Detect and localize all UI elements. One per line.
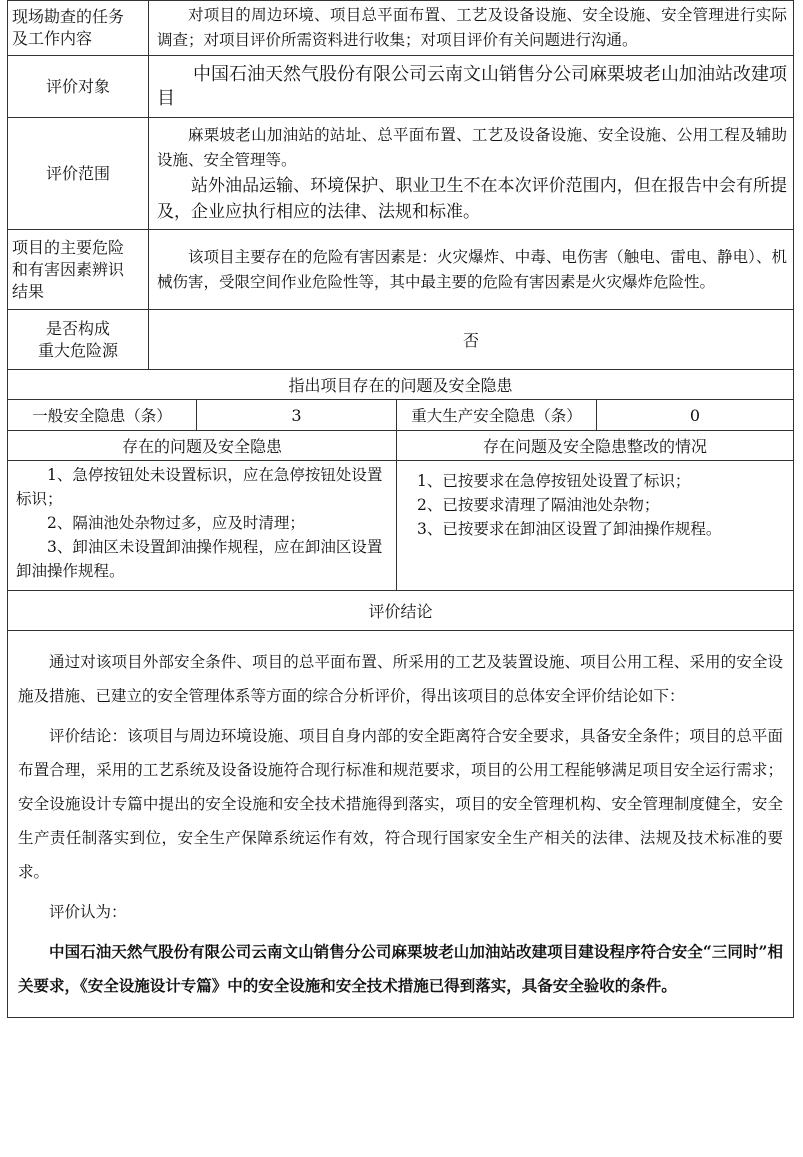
counts-row xyxy=(8,400,794,431)
hazards-label xyxy=(8,230,149,310)
survey-label-line1: 现场勘查的任务 xyxy=(12,7,125,26)
issues-content-row xyxy=(8,461,794,591)
fixes-list xyxy=(397,461,794,591)
conclusion-para3: 评价认为： xyxy=(49,903,127,921)
fixes-heading: 存在问题及安全隐患整改的情况 xyxy=(397,431,794,461)
evaluation-table xyxy=(7,0,794,1018)
scope-para1: 麻栗坡老山加油站的站址、总平面布置、工艺及设备设施、安全设施、公用工程及辅助设施、安全管理等。 xyxy=(157,125,788,169)
scope-label: 评价范围 xyxy=(8,118,149,230)
survey-text: 对项目的周边环境、项目总平面布置、工艺及设备设施、安全设施、安全管理进行实际调查；对项目评价所需资料进行收集；对项目评价有关问题进行沟通。 xyxy=(157,6,788,49)
object-row xyxy=(8,56,794,118)
issues-list xyxy=(8,461,397,591)
scope-text-cell xyxy=(149,118,794,230)
scope-row xyxy=(8,118,794,230)
survey-row xyxy=(8,1,794,56)
major-hazard-count-label: 重大生产安全隐患（条） xyxy=(397,400,597,431)
issue-item: 1、急停按钮处未设置标识，应在急停按钮处设置标识； xyxy=(16,466,383,508)
fix-item: 1、已按要求在急停按钮处设置了标识； xyxy=(417,472,691,490)
fix-item: 2、已按要求清理了隔油池处杂物； xyxy=(417,496,660,514)
major-hazard-count: 0 xyxy=(597,400,794,431)
hazards-label-line2: 和有害因素辨识 xyxy=(12,259,125,279)
issues-heading: 存在的问题及安全隐患 xyxy=(8,431,397,461)
survey-label xyxy=(8,1,149,56)
object-text-cell xyxy=(149,56,794,118)
general-hazard-count: 3 xyxy=(197,400,397,431)
major-hazard-value: 否 xyxy=(149,310,794,370)
object-label: 评价对象 xyxy=(8,56,149,118)
general-hazard-label: 一般安全隐患（条） xyxy=(8,400,197,431)
major-hazard-label-line2: 重大危险源 xyxy=(37,340,118,360)
conclusion-para1: 通过对该项目外部安全条件、项目的总平面布置、所采用的工艺及装置设施、项目公用工程、采用的安全设施及措施、已建立的安全管理体系等方面的综合分析评价，得出该项目的总体安全评价结论如下： xyxy=(18,653,784,705)
conclusion-heading-row xyxy=(8,591,794,631)
major-hazard-row xyxy=(8,310,794,370)
hazards-text-cell xyxy=(149,230,794,310)
issue-item: 2、隔油池处杂物过多，应及时清理； xyxy=(47,514,305,532)
problems-heading-row xyxy=(8,370,794,400)
conclusion-body-row xyxy=(8,631,794,1018)
hazards-label-line3: 结果 xyxy=(12,281,45,301)
issue-item: 3、卸油区未设置卸油操作规程，应在卸油区设置卸油操作规程。 xyxy=(16,538,383,580)
major-hazard-label xyxy=(8,310,149,370)
survey-text-cell xyxy=(149,1,794,56)
conclusion-para4: 中国石油天然气股份有限公司云南文山销售分公司麻栗坡老山加油站改建项目建设程序符合安全“三同时”相关要求，《安全设施设计专篇》中的安全设施和安全技术措施已得到落实，具备安全验收的条件。 xyxy=(18,942,784,995)
object-text: 中国石油天然气股份有限公司云南文山销售分公司麻栗坡老山加油站改建项目 xyxy=(157,63,787,109)
conclusion-para2: 评价结论：该项目与周边环境设施、项目自身内部的安全距离符合安全要求，具备安全条件；项目的总平面布置合理，采用的工艺系统及设备设施符合现行标准和规范要求，项目的公用工程能够满足项目安全运行需求；安全设施设计专篇中提出的安全设施和安全技术措施得到落实，项目的安全管理机构、安全管理制度健全，安全生产责任制落实到位，安全生产保障系统运作有效，符合现行国家安全生产相关的法律、法规及技术标准的要求。 xyxy=(18,727,784,881)
fix-item: 3、已按要求在卸油区设置了卸油操作规程。 xyxy=(417,520,722,538)
issues-heading-row xyxy=(8,431,794,461)
hazards-text: 该项目主要存在的危险有害因素是：火灾爆炸、中毒、电伤害（触电、雷电、静电）、机械伤害，受限空间作业危险性等，其中最主要的危险有害因素是火灾爆炸危险性。 xyxy=(157,247,788,291)
conclusion-heading: 评价结论 xyxy=(8,591,794,631)
hazards-label-line1: 项目的主要危险 xyxy=(12,237,125,257)
major-hazard-label-line1: 是否构成 xyxy=(45,318,110,338)
evaluation-report-page xyxy=(7,0,793,1018)
survey-label-line2: 及工作内容 xyxy=(12,29,93,48)
problems-heading: 指出项目存在的问题及安全隐患 xyxy=(8,370,794,400)
hazards-row xyxy=(8,230,794,310)
scope-para2: 站外油品运输、环境保护、职业卫生不在本次评价范围内，但在报告中会有所提及，企业应执行相应的法律、法规和标准。 xyxy=(157,175,788,222)
conclusion-body xyxy=(8,631,794,1018)
